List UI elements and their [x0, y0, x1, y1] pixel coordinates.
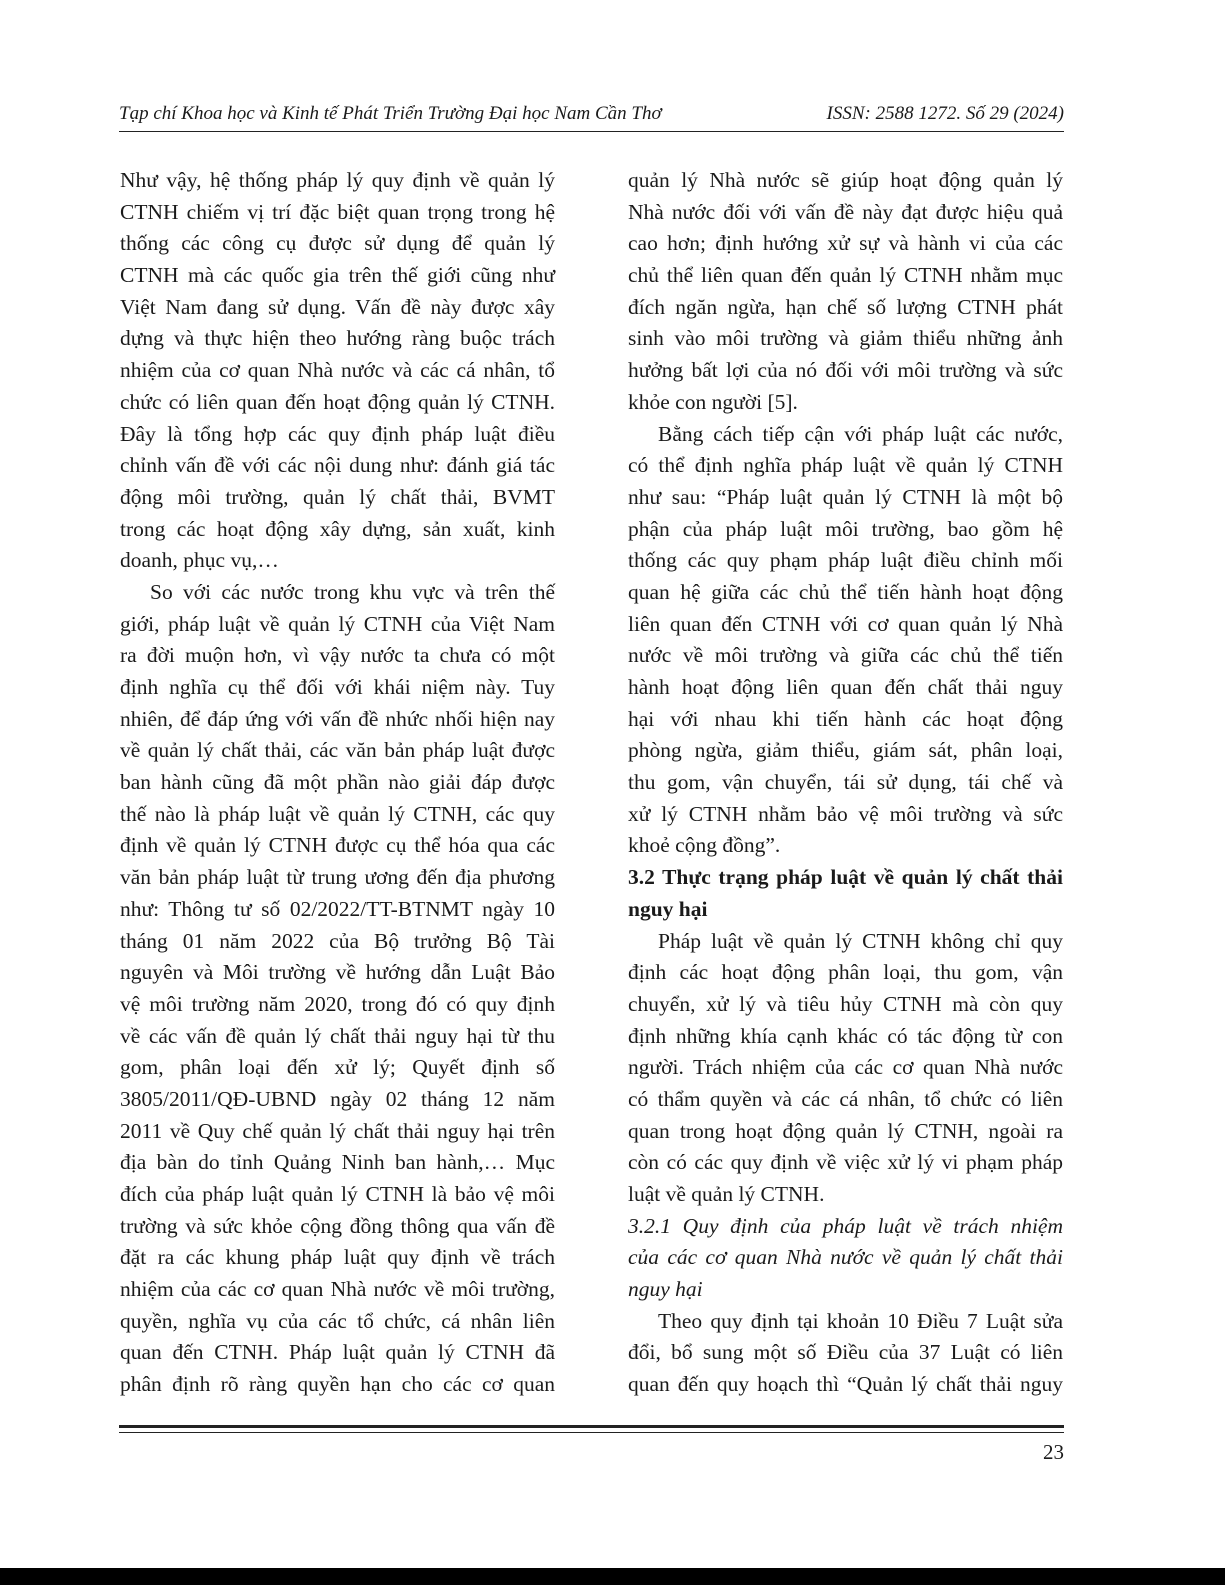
- text-line: gom, phân loại đến xử lý; Quyết định số: [120, 1055, 555, 1080]
- section-heading: nguy hại: [628, 896, 708, 921]
- text-line: tháng 01 năm 2022 của Bộ trưởng Bộ Tài: [120, 928, 555, 953]
- text-line: đích của pháp luật quản lý CTNH là bảo vệ môi: [120, 1182, 555, 1206]
- text-line: văn bản pháp luật từ trung ương đến địa phương: [120, 865, 555, 890]
- text-line: quan đến CTNH. Pháp luật quản lý CTNH đã: [120, 1340, 555, 1365]
- text-line: 2011 về Quy chế quản lý chất thải nguy hại trên: [120, 1118, 555, 1143]
- text-line: định về quản lý CTNH được cụ thể hóa qua các: [120, 833, 555, 858]
- text-line: người. Trách nhiệm của các cơ quan Nhà nước: [628, 1055, 1063, 1080]
- footer-rule-thick: [119, 1425, 1064, 1428]
- text-line: còn có các quy định về việc xử lý vi phạm pháp: [628, 1150, 1063, 1175]
- text-line: hành hoạt động liên quan đến chất thải nguy: [628, 675, 1063, 699]
- text-line: thống các công cụ được sử dụng để quản lý: [120, 231, 555, 256]
- text-line: nhiệm của các cơ quan Nhà nước về môi trường,: [120, 1277, 555, 1302]
- text-line: quản lý Nhà nước sẽ giúp hoạt động quản lý: [628, 168, 1063, 192]
- text-line: luật về quản lý CTNH.: [628, 1182, 825, 1206]
- running-header: [119, 103, 1064, 133]
- text-line: chuyển, xử lý và tiêu hủy CTNH mà còn quy: [628, 991, 1063, 1016]
- text-line: vệ môi trường năm 2020, trong đó có quy định: [120, 991, 555, 1016]
- text-line: về các vấn đề quản lý chất thải nguy hại từ thu: [120, 1023, 555, 1048]
- text-line: Bằng cách tiếp cận với pháp luật các nước,: [658, 421, 1063, 446]
- text-line: hưởng bất lợi của nó đối với môi trường và sức: [628, 358, 1063, 383]
- text-line: CTNH chiếm vị trí đặc biệt quan trọng trong hệ: [120, 199, 555, 224]
- text-line: chủ thể liên quan đến quản lý CTNH nhằm mục: [628, 263, 1063, 288]
- text-line: CTNH mà các quốc gia trên thế giới cũng như: [120, 263, 555, 288]
- text-line: như sau: “Pháp luật quản lý CTNH là một bộ: [628, 484, 1063, 509]
- text-line: So với các nước trong khu vực và trên thế: [150, 579, 555, 604]
- subsection-heading: nguy hại: [628, 1277, 703, 1302]
- text-line: có thể định nghĩa pháp luật về quản lý CTNH: [628, 453, 1063, 478]
- text-line: Đây là tổng hợp các quy định pháp luật điều: [120, 421, 555, 446]
- text-line: trường và sức khỏe cộng đồng thông qua vấn đề: [120, 1213, 555, 1238]
- text-line: phân định rõ ràng quyền hạn cho các cơ quan: [120, 1372, 555, 1397]
- text-line: về quản lý chất thải, các văn bản pháp luật được: [120, 738, 555, 763]
- text-line: thế nào là pháp luật về quản lý CTNH, các quy: [120, 801, 555, 826]
- text-line: xử lý CTNH nhằm bảo vệ môi trường và sức: [628, 801, 1063, 826]
- text-line: nguyên và Môi trường về hướng dẫn Luật Bảo: [120, 960, 555, 985]
- text-line: Pháp luật về quản lý CTNH không chỉ quy: [658, 928, 1063, 953]
- text-line: chức có liên quan đến hoạt động quản lý CTNH.: [120, 389, 555, 414]
- text-line: Theo quy định tại khoản 10 Điều 7 Luật sửa: [658, 1308, 1063, 1333]
- text-line: quyền, nghĩa vụ của các tổ chức, cá nhân liên: [120, 1308, 555, 1333]
- text-line: Nhà nước đối với vấn đề này đạt được hiệu quả: [628, 199, 1063, 224]
- text-line: định những khía cạnh khác có tác động từ con: [628, 1023, 1063, 1048]
- text-line: như: Thông tư số 02/2022/TT-BTNMT ngày 10: [120, 896, 555, 921]
- text-line: nhiên, để đáp ứng với vấn đề nhức nhối hiện nay: [120, 706, 555, 731]
- subsection-heading: 3.2.1 Quy định của pháp luật về trách nhiệm: [628, 1213, 1063, 1238]
- text-line: 3805/2011/QĐ-UBND ngày 02 tháng 12 năm: [120, 1086, 555, 1111]
- text-line: doanh, phục vụ,…: [120, 548, 279, 573]
- text-line: định các hoạt động phân loại, thu gom, vận: [628, 960, 1063, 985]
- issn-issue: ISSN: 2588 1272. Số 29 (2024): [826, 103, 1064, 124]
- text-line: Việt Nam đang sử dụng. Vấn đề này được xây: [120, 294, 555, 319]
- text-line: đích ngăn ngừa, hạn chế số lượng CTNH phát: [628, 294, 1063, 319]
- text-line: ra đời muộn hơn, vì vậy nước ta chưa có một: [120, 643, 555, 668]
- page-number: 23: [1043, 1440, 1064, 1464]
- text-line: liên quan đến CTNH với cơ quan quản lý Nhà: [628, 611, 1063, 636]
- section-heading: 3.2 Thực trạng pháp luật về quản lý chất thải: [628, 865, 1063, 890]
- scan-border: [0, 1568, 1225, 1585]
- text-line: thống các quy phạm pháp luật điều chỉnh mối: [628, 548, 1063, 573]
- text-line: chỉnh vấn đề với các nội dung như: đánh giá tác: [120, 453, 555, 478]
- text-line: phòng ngừa, giảm thiểu, giám sát, phân loại,: [628, 738, 1063, 763]
- text-line: địa bàn do tỉnh Quảng Ninh ban hành,… Mục: [120, 1150, 555, 1175]
- right-column: [628, 165, 1063, 1401]
- text-line: đặt ra các khung pháp luật quy định về trách: [120, 1245, 555, 1270]
- text-line: đổi, bổ sung một số Điều của 37 Luật có liên: [628, 1340, 1063, 1365]
- left-column: [120, 165, 555, 1401]
- text-line: khỏe con người [5].: [628, 389, 798, 414]
- text-line: thu gom, vận chuyển, tái sử dụng, tái chế và: [628, 770, 1063, 795]
- text-line: cao hơn; định hướng xử sự và hành vi của các: [628, 231, 1063, 256]
- text-line: định nghĩa cụ thể đối với khái niệm này. Tuy: [120, 675, 555, 699]
- text-line: nhiệm của cơ quan Nhà nước và các cá nhân, tổ: [120, 358, 555, 383]
- text-line: ban hành cũng đã một phần nào giải đáp được: [120, 770, 555, 795]
- journal-title: Tạp chí Khoa học và Kinh tế Phát Triển Trường Đại học Nam Cần Thơ: [119, 103, 662, 124]
- text-line: trong các hoạt động xây dựng, sản xuất, kinh: [120, 516, 555, 541]
- header-rule: [119, 131, 1064, 132]
- text-line: Như vậy, hệ thống pháp lý quy định về quản lý: [120, 168, 555, 192]
- text-line: giới, pháp luật về quản lý CTNH của Việt Nam: [120, 611, 555, 636]
- text-line: động môi trường, quản lý chất thải, BVMT: [120, 484, 555, 509]
- text-line: dựng và thực hiện theo hướng ràng buộc trách: [120, 326, 555, 351]
- footer-rule-thin: [119, 1432, 1064, 1433]
- text-line: nước về môi trường và giữa các chủ thể tiến: [628, 643, 1063, 668]
- text-line: khoẻ cộng đồng”.: [628, 833, 781, 858]
- text-line: sinh vào môi trường và giảm thiểu những ảnh: [628, 326, 1063, 351]
- text-line: quan đến quy hoạch thì “Quản lý chất thải nguy: [628, 1372, 1063, 1397]
- text-line: phận của pháp luật môi trường, bao gồm hệ: [628, 516, 1063, 541]
- text-line: quan hệ giữa các chủ thể tiến hành hoạt động: [628, 579, 1063, 604]
- text-line: có thẩm quyền và các cá nhân, tổ chức có liên: [628, 1086, 1063, 1111]
- text-line: hại với nhau khi tiến hành các hoạt động: [628, 706, 1063, 731]
- subsection-heading: của các cơ quan Nhà nước về quản lý chất thải: [628, 1245, 1063, 1270]
- text-line: quan trong hoạt động quản lý CTNH, ngoài ra: [628, 1118, 1063, 1143]
